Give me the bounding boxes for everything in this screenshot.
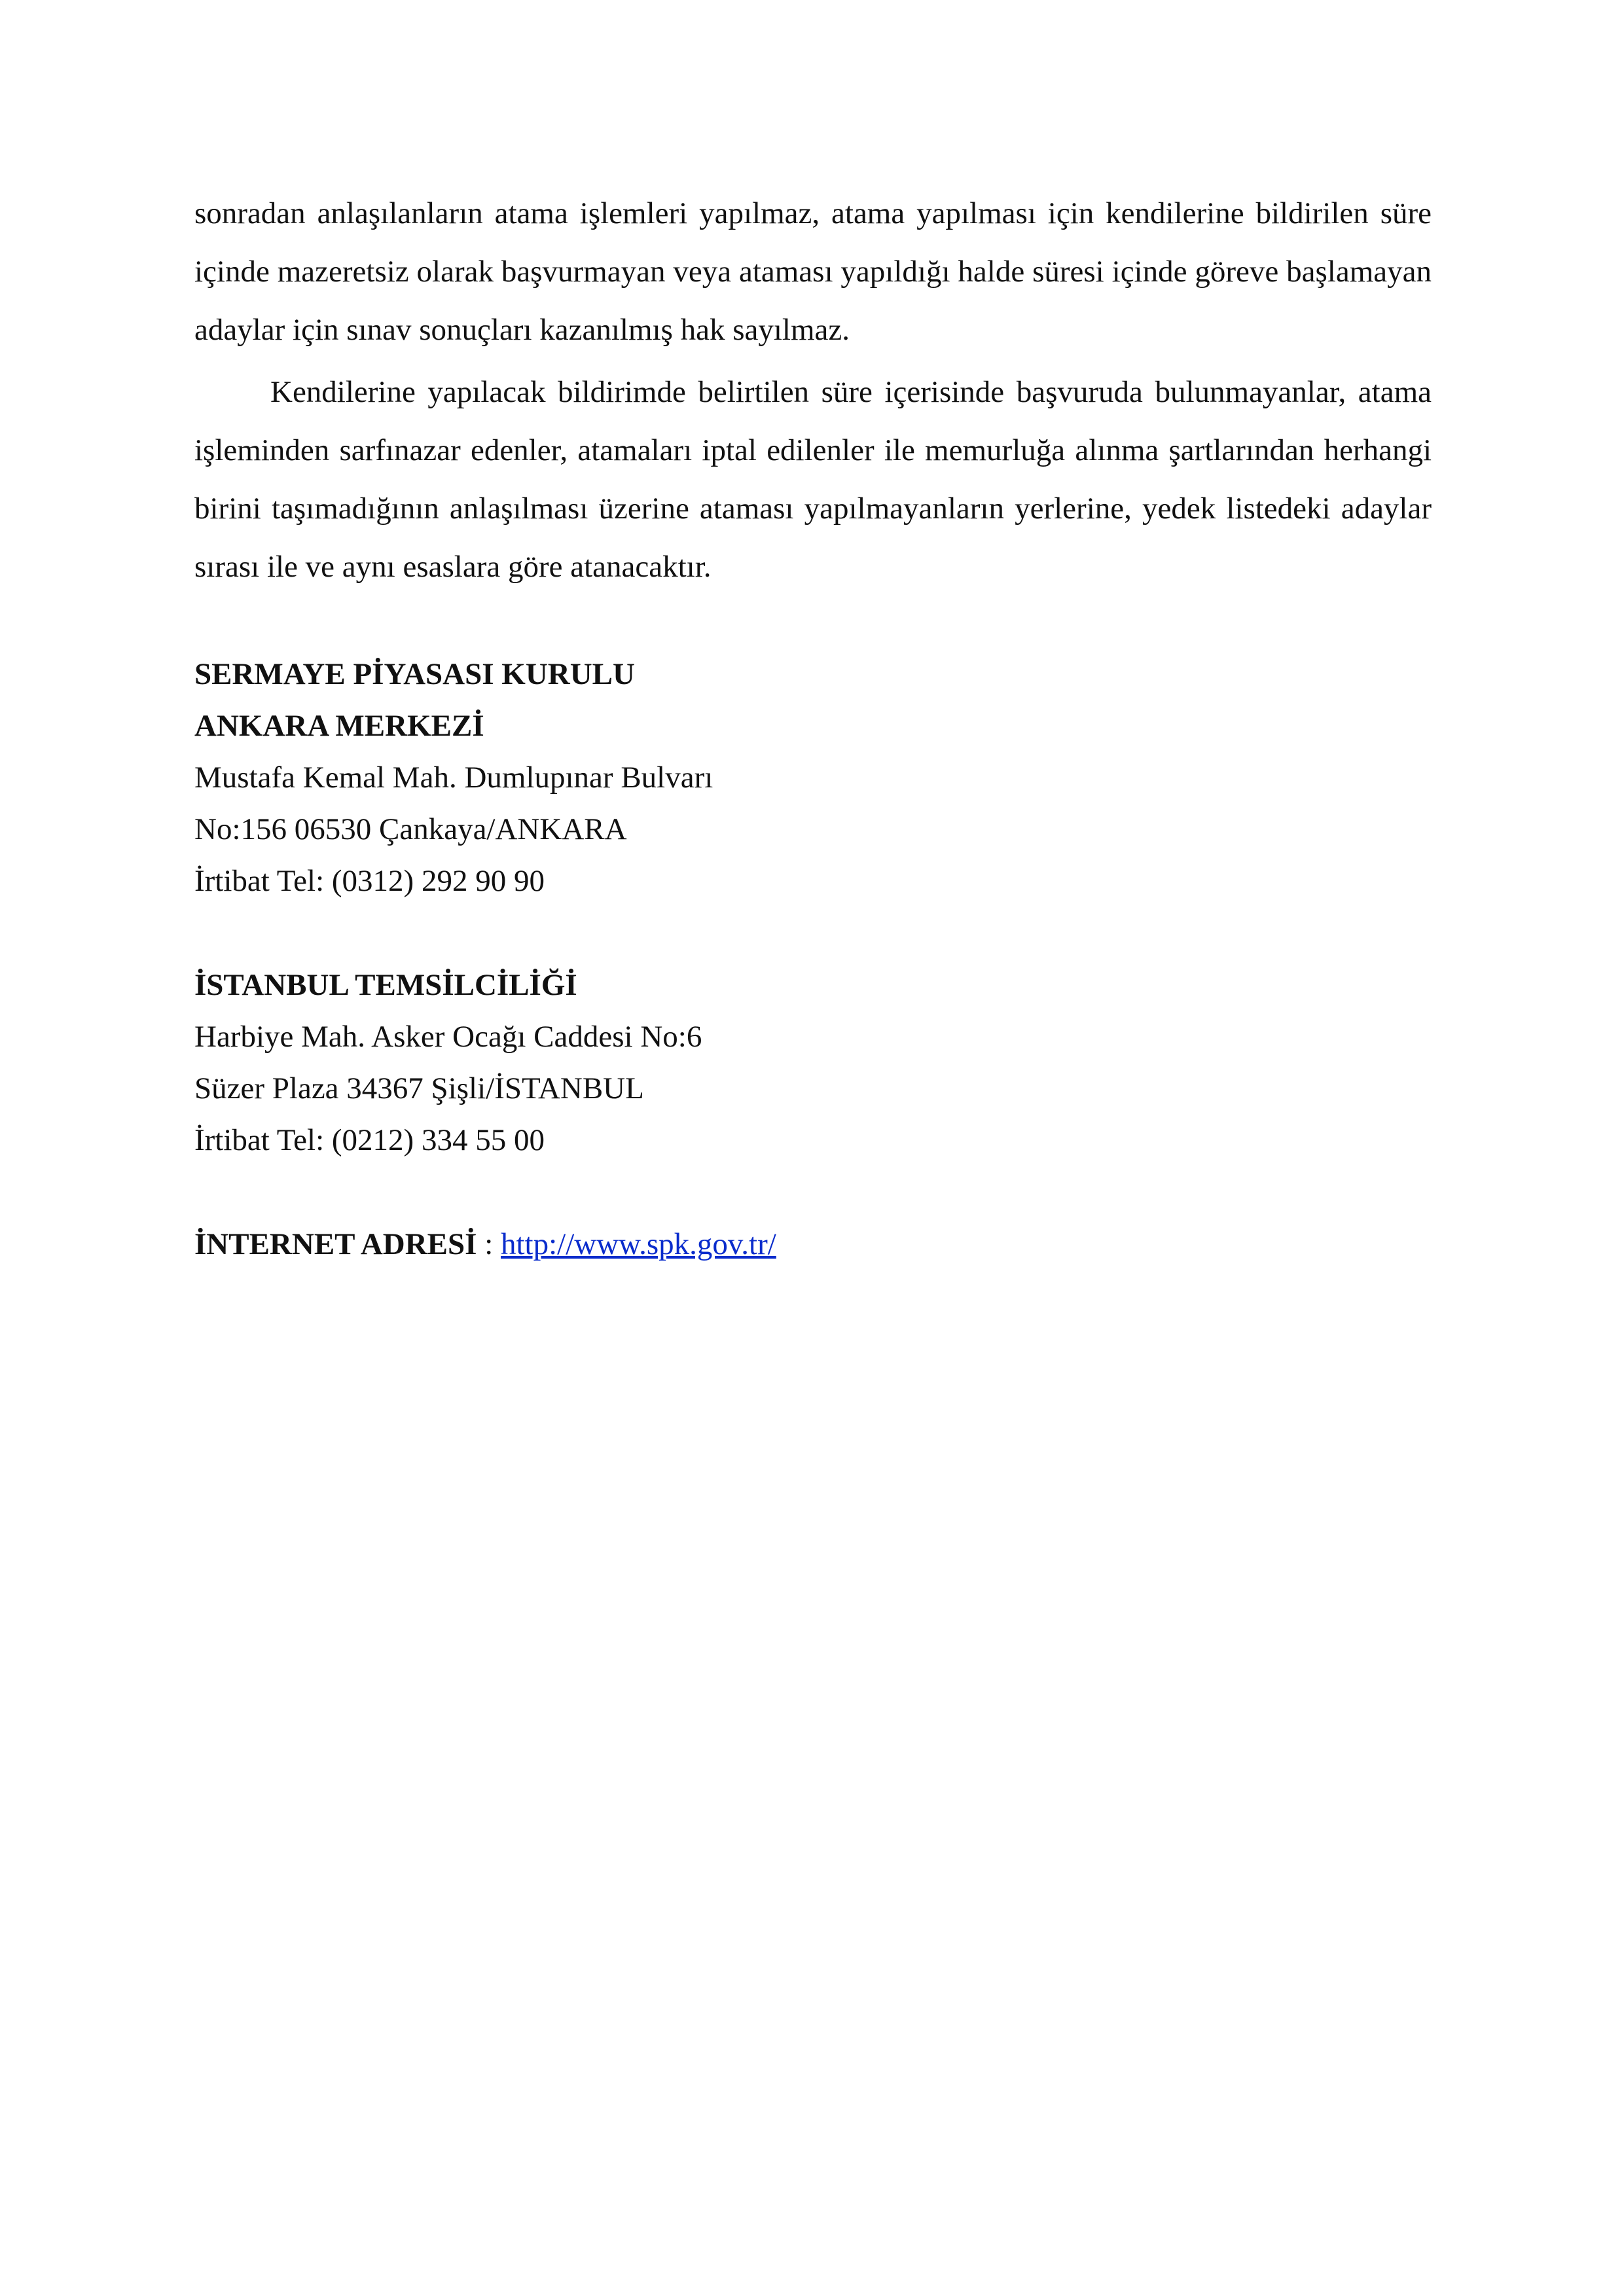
ankara-phone: İrtibat Tel: (0312) 292 90 90 [194, 864, 545, 898]
internet-address-separator: : [477, 1227, 501, 1261]
paragraph-yedek-liste: Kendilerine yapılacak bildirimde belirtilen süre içerisinde başvuruda bulunmayanlar, atama işleminden sarfınazar edenler, atamaları iptal edilenler ile memurluğa alınma şartlarından herhangi birini taşımadığının anlaşılması üzerine ataması yapılmayanların yerlerine, yedek listedeki adaylar sırası ile ve aynı esaslara göre atanacaktır. [194, 375, 1432, 584]
internet-address-line [194, 1219, 1432, 1270]
istanbul-contact-block [194, 960, 1432, 1166]
internet-address-label: İNTERNET ADRESİ [194, 1227, 477, 1261]
istanbul-address-line-2: Süzer Plaza 34367 Şişli/İSTANBUL [194, 1071, 644, 1105]
organization-name: SERMAYE PİYASASI KURULU [194, 657, 635, 691]
internet-address-block [194, 1219, 1432, 1270]
ankara-address-line-2: No:156 06530 Çankaya/ANKARA [194, 812, 627, 846]
istanbul-phone: İrtibat Tel: (0212) 334 55 00 [194, 1123, 545, 1157]
document-body [194, 185, 1432, 1270]
paragraph-atama-conditions: sonradan anlaşılanların atama işlemleri yapılmaz, atama yapılması için kendilerine bildirilen süre içinde mazeretsiz olarak başvurmayan veya ataması yapıldığı halde süresi içinde göreve başlamayan adaylar için sınav sonuçları kazanılmış hak sayılmaz. [194, 196, 1432, 347]
istanbul-office-title: İSTANBUL TEMSİLCİLİĞİ [194, 968, 577, 1002]
ankara-address-line-1: Mustafa Kemal Mah. Dumlupınar Bulvarı [194, 761, 713, 795]
istanbul-address-line-1: Harbiye Mah. Asker Ocağı Caddesi No:6 [194, 1020, 702, 1054]
ankara-office-title: ANKARA MERKEZİ [194, 709, 484, 743]
spk-website-link[interactable]: http://www.spk.gov.tr/ [501, 1227, 776, 1261]
ankara-contact-block [194, 649, 1432, 907]
